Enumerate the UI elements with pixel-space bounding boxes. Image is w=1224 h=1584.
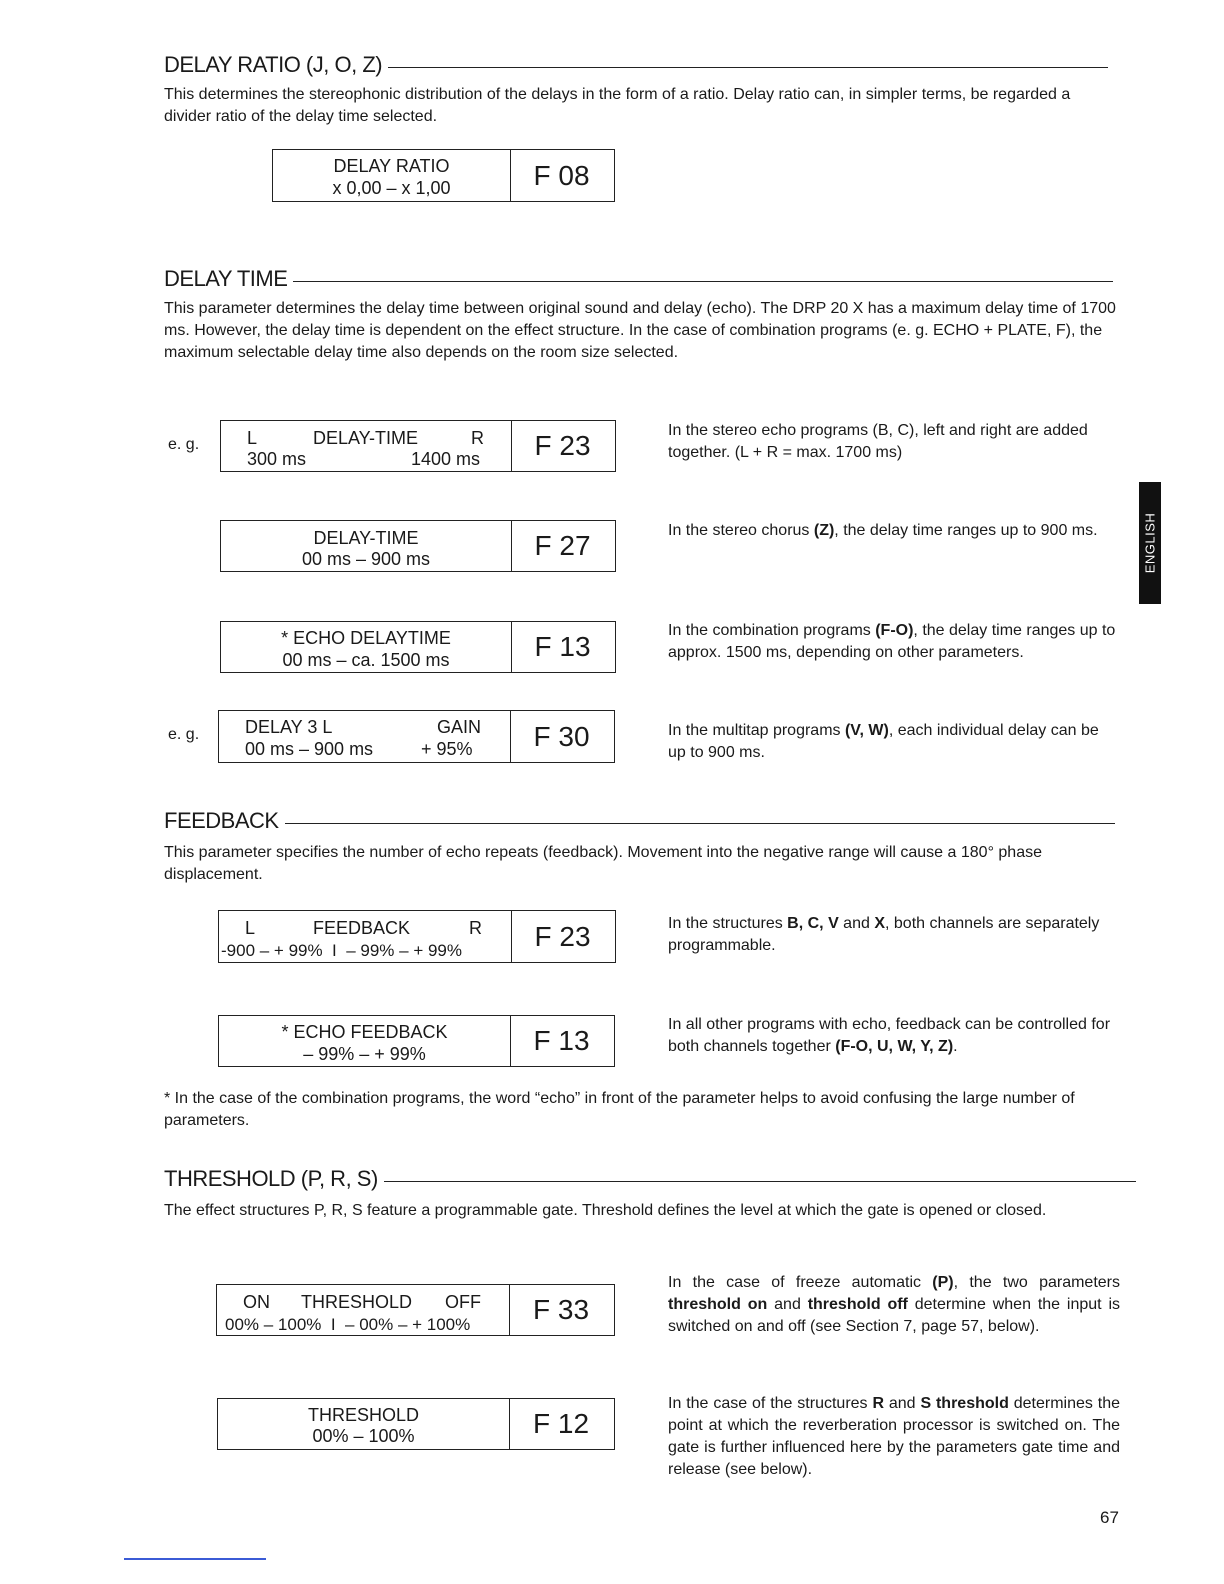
- lcd-code: F 27: [534, 530, 591, 561]
- section-heading-threshold: [164, 1166, 1136, 1192]
- lcd-display-multitap: [218, 710, 615, 763]
- lcd-left-value: 300 ms: [247, 449, 307, 469]
- lcd-title: THRESHOLD: [301, 1292, 413, 1312]
- lcd-title: FEEDBACK: [313, 918, 411, 938]
- feedback-description: This parameter specifies the number of echo repeats (feedback). Movement into the negative range will cause a 180° phase displacement.: [164, 844, 1042, 883]
- lcd-code: F 08: [533, 159, 590, 191]
- section-heading-delay-time: [164, 266, 1113, 292]
- lcd-right-value: 1400 ms: [411, 449, 481, 469]
- note-freeze-automatic: In the case of freeze automatic (P), the two parameters threshold on and threshold off determine when the input is switched on and off (see Section 7, page 57, below).: [668, 1274, 1121, 1335]
- heading-text: FEEDBACK: [164, 808, 279, 833]
- heading-text: THRESHOLD (P, R, S): [164, 1166, 378, 1191]
- lcd-display-feedback-stereo: [218, 910, 616, 963]
- lcd-on: ON: [243, 1292, 270, 1312]
- heading-text: DELAY TIME: [164, 266, 288, 291]
- lcd-display-threshold-on-off: [216, 1284, 615, 1336]
- eg-label: e. g.: [168, 726, 200, 743]
- note-feedback-separate: In the structures B, C, V and X, both channels are separately programmable.: [668, 915, 1100, 954]
- threshold-description: The effect structures P, R, S feature a programmable gate. Threshold defines the level at which the gate is opened or closed.: [164, 1202, 1047, 1219]
- page-number: 67: [1100, 1508, 1119, 1527]
- lcd-line-1: DELAY RATIO: [333, 156, 450, 176]
- lcd-range: -900 – + 99% I – 99% – + 99%: [221, 941, 462, 960]
- delay-time-description: This parameter determines the delay time between original sound and delay (echo). The DRP 20 X has a maximum delay time of 1700 ms. However, the delay time is dependent on the effect structure. In the case of combination programs (e. g. ECHO + PLATE, F), the maximum selectable delay time also depends on the room size selected.: [164, 300, 1116, 361]
- lcd-line-1: THRESHOLD: [307, 1405, 419, 1425]
- lcd-r: R: [471, 428, 484, 448]
- note-combination: In the combination programs (F-O), the delay time ranges up to approx. 1500 ms, depending on other parameters.: [668, 622, 1116, 661]
- lcd-display-echo-delaytime: [220, 621, 616, 673]
- lcd-display-delay-time-stereo: [220, 420, 616, 472]
- lcd-code: F 33: [532, 1294, 590, 1325]
- lcd-range: 00% – 100% I – 00% – + 100%: [225, 1315, 471, 1334]
- lcd-code: F 23: [534, 430, 591, 461]
- lcd-l: L: [245, 918, 256, 938]
- delay-ratio-description: This determines the stereophonic distribution of the delays in the form of a ratio. Delay ratio can, in simpler terms, be regarded a divider ratio of the delay time selected.: [164, 86, 1071, 125]
- heading-text: DELAY RATIO (J, O, Z): [164, 52, 383, 77]
- lcd-line-2: – 99% – + 99%: [303, 1044, 426, 1064]
- lcd-r: R: [469, 918, 482, 938]
- lcd-display-delay-time-chorus: [220, 520, 616, 572]
- lcd-line-2: 00% – 100%: [312, 1426, 415, 1446]
- lcd-line-2: x 0,00 – x 1,00: [332, 178, 451, 198]
- lcd-line-2: 00 ms – 900 ms: [301, 549, 431, 569]
- lcd-line-2: 00 ms – ca. 1500 ms: [282, 650, 450, 670]
- note-stereo-chorus: In the stereo chorus (Z), the delay time ranges up to 900 ms.: [668, 522, 1098, 539]
- lcd-display-delay-ratio: [272, 149, 615, 202]
- lcd-gain: GAIN: [437, 717, 482, 737]
- section-heading-delay-ratio: [164, 52, 1108, 78]
- eg-label: e. g.: [168, 436, 200, 453]
- note-stereo-echo: In the stereo echo programs (B, C), left and right are added together. (L + R = max. 1700 ms): [668, 422, 1088, 461]
- heading-rule: [388, 67, 1108, 68]
- lcd-code: F 13: [533, 1025, 590, 1056]
- heading-rule: [384, 1181, 1136, 1182]
- lcd-title: DELAY 3 L: [245, 717, 333, 737]
- footnote: * In the case of the combination programs, the word “echo” in front of the parameter helps to avoid confusing the large number of parameters.: [164, 1090, 1075, 1129]
- lcd-code: F 23: [534, 920, 591, 952]
- note-multitap: In the multitap programs (V, W), each individual delay can be up to 900 ms.: [668, 722, 1099, 761]
- lcd-off: OFF: [445, 1292, 481, 1312]
- lcd-l: L: [247, 428, 258, 448]
- lcd-title: DELAY-TIME: [313, 428, 419, 448]
- heading-rule: [285, 823, 1115, 824]
- lcd-line-1: DELAY-TIME: [313, 528, 419, 548]
- lcd-line-1: * ECHO DELAYTIME: [281, 628, 451, 648]
- section-heading-feedback: [164, 808, 1115, 834]
- lcd-code: F 30: [533, 720, 590, 752]
- lcd-code: F 12: [532, 1408, 590, 1439]
- heading-rule: [293, 281, 1113, 282]
- language-tab: [1139, 482, 1161, 604]
- lcd-range: 00 ms – 900 ms: [245, 739, 374, 759]
- language-tab-label: ENGLISH: [1142, 512, 1158, 574]
- note-structures-r-s: In the case of the structures R and S threshold determines the point at which the reverberation processor is switched on. The gate is further influenced here by the parameters gate time and release (see below).: [668, 1395, 1121, 1478]
- lcd-display-threshold: [217, 1398, 615, 1450]
- lcd-gain-value: + 95%: [421, 739, 473, 759]
- lcd-display-echo-feedback: [218, 1015, 615, 1067]
- link-underline: [124, 1558, 266, 1560]
- lcd-line-1: * ECHO FEEDBACK: [281, 1022, 448, 1042]
- note-feedback-together: In all other programs with echo, feedback can be controlled for both channels together (F-O, U, W, Y, Z).: [668, 1016, 1111, 1055]
- lcd-code: F 13: [534, 631, 591, 662]
